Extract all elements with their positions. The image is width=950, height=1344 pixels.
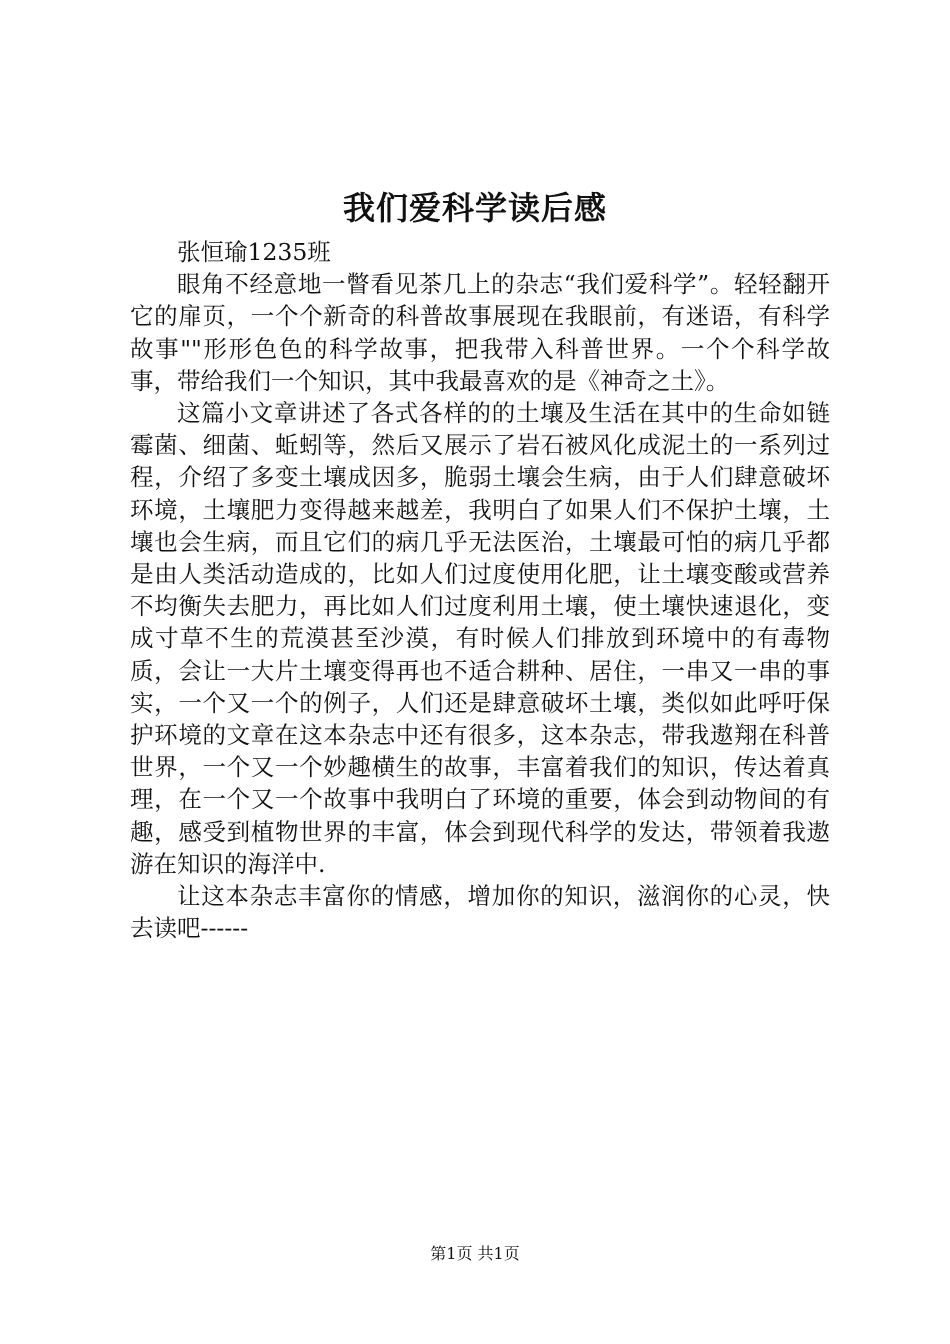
document-title: 我们爱科学读后感 (342, 189, 607, 227)
document-body (130, 236, 830, 944)
paragraph-2: 这篇小文章讲述了各式各样的的土壤及生活在其中的生命如链霉菌、细菌、蚯蚓等，然后又展示了岩石被风化成泥土的一系列过程，介绍了多变土壤成因多，脆弱土壤会生病，由于人们肆意破坏环境，土壤肥力变得越来越差，我明白了如果人们不保护土壤，土壤也会生病，而且它们的病几乎无法医治，土壤最可怕的病几乎都是由人类活动造成的，比如人们过度使用化肥，让土壤变酸或营养不均衡失去肥力，再比如人们过度利用土壤，使土壤快速退化，变成寸草不生的荒漠甚至沙漠，有时候人们排放到环境中的有毒物质，会让一大片土壤变得再也不适合耕种、居住，一串又一串的事实，一个又一个的例子，人们还是肆意破坏土壤，类似如此呼吁保护环境的文章在这本杂志中还有很多，这本杂志，带我遨翔在科普世界，一个又一个妙趣横生的故事，丰富着我们的知识，传达着真理，在一个又一个故事中我明白了环境的重要，体会到动物间的有趣，感受到植物世界的丰富，体会到现代科学的发达，带领着我遨游在知识的海洋中. (130, 399, 830, 878)
paragraph-3: 让这本杂志丰富你的情感，增加你的知识，滋润你的心灵，快去读吧------ (130, 882, 830, 943)
author-line: 张恒瑜1235班 (177, 238, 331, 266)
page-footer: 第1页 共1页 (430, 1244, 520, 1263)
paragraph-1: 眼角不经意地一瞥看见茶几上的杂志“我们爱科学”。轻轻翻开它的扉页，一个个新奇的科普故事展现在我眼前，有迷语，有科学故事""形形色色的科学故事，把我带入科普世界。一个个科学故事，带给我们一个知识，其中我最喜欢的是《神奇之土》。 (130, 270, 830, 395)
